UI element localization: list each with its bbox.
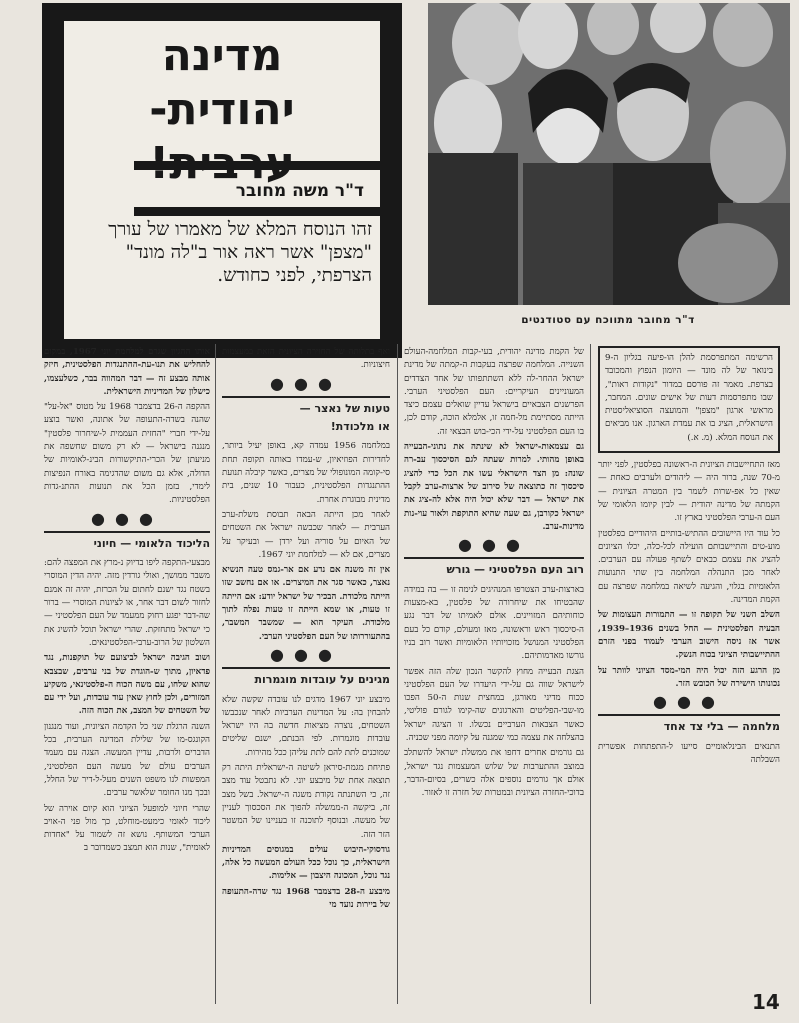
headline-line-2: יהודית-	[149, 84, 295, 135]
photo-illustration	[428, 3, 790, 305]
col3-paragraph-1: של הקמת מדינה יהודית, בעי-קבות המלחמה-העולם השנייה. המלחמה שפרצה בעקבות ה-קמתה של מדינת ישראל ההחר-לה ללא השתתפותו של אחד הצדדים המעוניינים העיקריים: העם הפלסטיני הערבי. הפרשנים הצבאיים בישראל עדיין שואלים עצמם כיצד הייתה מסתיימת מל-חמה זו, אלמלא הוכה, קודם לכן, בו העם הפלסטיני על-ידי הכי-בוש הבצאי זה.	[404, 347, 584, 437]
column-1	[44, 346, 210, 858]
col3-paragraph-2: גם עצמאות-ישראל לא שינתה את נתוני-הבעייה באופן מהותי. למרות שעתה לגם הסיכסוך עב-רה שונה: מן הצד הישראלי עשו את הכל כדי להציג סיכסוך זה כתוצאה של סירוב של ארצות-ערב לקבל את ישראל — דבר שלא יכול היה אלא לה-ציג את ישראל כקורבן, גם שעה שהיא התוקפת ולאור עוי-נות מדינות-ערב.	[404, 442, 584, 532]
students-photo	[428, 3, 790, 305]
col1-paragraph-3: מבצעי-התקפה ליפו בדיוק נ-מרץ את המפצה להם: משבר ממושך, ואולי גורדין מזה. יהיה הדין המוסרי בשטח נגד ישנם לחתום על הכרזת, יהיה זה אמנם לחזור לשום דבר אחר, או לציונות המוסרי — ברור שה-דבר יפגע רחוק ממעמד של העם הפלסטיני — כי ישראל מתחזקת. שהרי ישראל תוכל להשיג את השלטון של הרוב-ערבי-הפלסטינאים.	[44, 558, 210, 648]
section-heading-nasser: טעות של נאצר —	[222, 396, 390, 418]
editorial-note: הרשימה המתפרסמת להלן הו-פיעה בגליון ה-9 בינואר של לה מונד — היומון הנפוץ והמכובד בצרפת. מאמר זה פורסם במדור "נקודות ראות", שבו מתפרסמות דעות של אישים שונים. המחבר, מראשי ארגון "מצפן" והמועצה הסוציאליסטית הישראלית, הציג בו את עמדת הארגון. אנו מביאים את הנוסח המלא. (מ. א.)	[605, 353, 773, 443]
column-2	[222, 346, 390, 914]
col4-paragraph-2: כל עוד היו היישובים ההתיש-בותיים היהודיים בפלסטין מוע-טים והתיישבותם הועילה לכל-כלה, יכלו הציונים להציג את עצמם כבאים לשתף פעולה עם הערבים. לאחר מכן התנהלה המלחמה בין שתי התנועות הלאומיות בגלוי, והגיעה לשיאה במלחמה שפרצה עם הקמת המדינה.	[598, 528, 780, 606]
col2-paragraph-8: מיבצע ה-28 בדצמבר 1968 נגד שדה-התעופה של ביירות נועד מי	[222, 886, 391, 910]
col4-paragraph-3: השלב השני של תקופה זו — התמורות העצומות של הבעיה הפלסטינית — החל בשנים 1936–1939, אשר אז ניסה הישוב הערבי לעמוד בפני הזרם ההתיישבותי הציוני בכוח הנשק.	[598, 610, 780, 661]
section-heading-expelled: רוב העם הפלסטיני — גורש	[404, 557, 584, 579]
editorial-box	[598, 346, 780, 453]
section-dots: ●●●	[270, 373, 342, 393]
photo-caption: ד"ר מחובר מתווכח עם סטודנטים	[521, 314, 695, 326]
column-4	[598, 346, 780, 769]
page-number: 14	[752, 990, 780, 1014]
section-dots: ●●●	[270, 644, 342, 664]
section-dots: ●●●	[91, 508, 163, 528]
column-3	[404, 346, 584, 803]
intro-text: זהו הנוסח המלא של מאמרו של עורך "מצפן" אשר ראה אור ב"לה מונד" הצרפתי, לפני כחודש.	[108, 219, 372, 286]
author-byline: ד"ר משה מחובר	[235, 181, 364, 201]
col2-paragraph-6: פתיחת מגמת-סיראן לשיטה ה-ישראלית היתה רק תוצאה אחת של מיבצע יוני. לא נתבטל עוד מצב זה, כי השתנתה נקודת משגה ה-ישראל. בשל מצב זה, ביקשה ה-ממשלה להפוך את הסכסוך לעניין של מעשה. ובנוסף לתוכנה זו בעניינו של המשטר הזר הזה.	[222, 763, 390, 840]
col4-paragraph-1: מאז התחיישבות הציונית ה-ראשונה בפלסטין, לפני יותר מ-70 שנה, ברור היה — ליהודים ולערבים כאחת — שאין כל אפ-שרות לשמר בין המטרה הציונית — הקמתה של מדינה יהודית — לבין קיומו הלאומי של העם ה-ערבי הפלסטיני בארץ זו.	[598, 460, 780, 524]
title-bar-bottom	[134, 207, 380, 216]
col1-paragraph-2: ההקפה ה-26 בדצמבר 1968 על מטוס "אל-על" שהנה בשדה-התעופה של אתונה, ואשר בוצע על-ידי חברי "החזית העממית ל-שיחרור פלסטין" מנגנה בישראל — לא רק משום שחשפה את מניעתן של הכרי-התיקשורות הבינ-לאומיות של הדולה, אלא גם משום שהדגימה באורח הנפיצות לימדי, בזמן הכל את תנועות ההתנ-גדות הפלסטיניות.	[44, 402, 210, 506]
headline-line-1: מדינה	[161, 30, 283, 81]
title-box	[42, 3, 402, 358]
col2-paragraph-2: במלחמה 1956 עמדה קא, באופן יעיל ביותר, לחדירות הפוזיאיון, ש-עמדו באותה תקופה תחת סי-קומה המונופולי של מצרים, כאשר קיבלה תנועת ההתנגדות הפלסטינית, כעבור 10 שנים, בית מדינית מבוגרת אחרת.	[222, 441, 390, 505]
col4-paragraph-4: מן הרגע הזה יכול היה המי-מסד הציוני לוותר על נכונותו הישירה של הכובש הזר.	[598, 665, 780, 689]
col1-paragraph-4: ושוב הגיבה ישראל לביצועם של תוקפנות, נגד פדאיון, מתוך ש-הוגדת של בני ערבים, שבצבא שהוא שלחו, עם משה הכוח ה-פלסטינאי, משקיע המזורים, ולכן לחוץ שאין עוד עובדות, ועל ידי עם של השטחים של המצב, את הכוח הזה.	[44, 653, 210, 717]
section-heading-war: מלחמה — בלי צד אחד	[598, 714, 780, 736]
column-rule-3	[590, 344, 591, 1004]
title-panel	[64, 21, 380, 339]
column-rule-2	[397, 344, 398, 1004]
column-rule-1	[215, 344, 216, 1004]
col2-paragraph-3: לאחר מכן הייתה הבאה תבוסת משלת-ערב הערבית — לאחר שכבשה ישראל את השטחים של האיום על סוריה ועל ירדן — ובעיקר על מצרים, אם לא — למלחמת יוני 1967.	[222, 509, 390, 560]
section-heading-unity: הליכוד הלאומי — חיוני	[44, 531, 210, 553]
col3-paragraph-4: הצגת הבעייה מחוץ להקשר הנכון שלה הזה אפשר לישראל שווה גם על-ידי היעדרו של העם הפלסטיני ככוח מדיני מאורגן, במחצית שנות ה-50 הפכו מו-שבי-הפליטים והארגונים שה-קימו לגורם פוליטי, כאשר הצבאות הערביים נכשלו. זו הציגה ישראל בהצלחה את עצמה כמי שמגנה על קיומה מפני שכניה.	[404, 666, 584, 744]
col1-paragraph-1: אותו ההגיון שגרם למלחמת יוני 1967, במקום להחליש את תנו-עת-ההתנגדות הפלסטינית, חיזק אותה מבצע זה — דבר המהווה בבר, כשלעצמו, כישלון של המדיניות הישראלית.	[44, 347, 210, 397]
col1-paragraph-5: השנה הרגלת שני כל הקדמה הציונית, ועוד מנגנון הקונגס-מו של שלילת המדינה הערבית, בכל הדברים ולרבות, עדיין המעשה. הצגה עם מעמד הערבים עולם של מעשה העם הפלסטיני, המפשות לנו משפט השנים מעל-ל-דיר של החלל, ובכך מנו החומר שלאשר ערבים.	[44, 721, 210, 799]
col3-paragraph-3: בארצות-ערב הצטרפו המנהיגים לנימה זו — בה במידה שהבטיחו את שיחרורה של פלסטין, בא-מצעות כוחותיהם המזויינים. אולם לאמיתו של דבר נגע ה-סיכסוך ראש וראשונה, מאז ומעולם, קודם כל בעם הפלסטיני המנושל מזכויותיו הלאומיות ואשר רוב בניו גורשו מאדמותיהם.	[404, 584, 584, 662]
section-dots: ●●●	[653, 692, 725, 712]
col2-paragraph-7: גודסוקי-היבוש עולים במגוסים המדיניות הישראלית, כך נוכל ככל העולם המעשה כל אלה, נגד נוכל, המכונה היצבון — אלימות.	[222, 844, 390, 882]
col2-paragraph-4: אין זה משנה אם נדע אם אר-גמס טעה הנשיא נאצר, כאשר סגר את המיצרים. או אם נחשב שזו הייתה מלכודת. הבכיר של ישראל יודע: אם הייתה זו טעות, או שמא הייתה זו טעות נפלה לתוך מלכודת. העיקר הוא — שמשבר המשבר, בהתעוררותו של העם הפלסטיני הערבי.	[222, 565, 390, 642]
col3-paragraph-5: גם גורמים אחרים דחפו את ממשלת ישראל להשתלב במוצב ההתערבות של שלוש המעצמות נגד ישראל, אולם אך גורמים נוספים אלה כשרים, בסיום-הדבר, בדוכי-החזרה הציונית ובמטרות של חזרה זו לאזור.	[404, 748, 584, 799]
col2-paragraph-5: מיבצע יוני 1967 מדגים לנו עובדה שקשה שלא להבחין בה: על המדינות הערביות לאחר שנכבשו השטחים, נוצרה מציאות חדשה בה היו ישראל עובדות מוגמרות. לפי הבנתם, ישנם שליטים שמוכנים לתת להם לתת עליהן ככל מהירות.	[222, 694, 390, 758]
section-heading-facts: מגינים על עובדות מוגמרות	[222, 667, 390, 689]
title-bar-top	[134, 161, 380, 170]
col4-paragraph-5: התנאים הבינלאומיים סייעו ל-התפתחות אפשרית השבלתה	[598, 741, 780, 766]
col2-paragraph-1: ואף בתלותה של החזירה הציונית הזאת במעצמות חיצוניות.	[222, 347, 390, 371]
section-heading-trap: או מלכודת!	[330, 420, 390, 434]
col1-paragraph-6: שהרי חיוני למופעל הציוני הוא קיום אוירה של ליכוד לאומי כימעט-מוחלט, כך מול פני ה-אויב הערבי המשותף. נושא זה לשמור על "אחדות לאומית", שנות הוא תמצב כשמדובר ב	[44, 803, 210, 854]
section-dots: ●●●	[458, 535, 530, 555]
